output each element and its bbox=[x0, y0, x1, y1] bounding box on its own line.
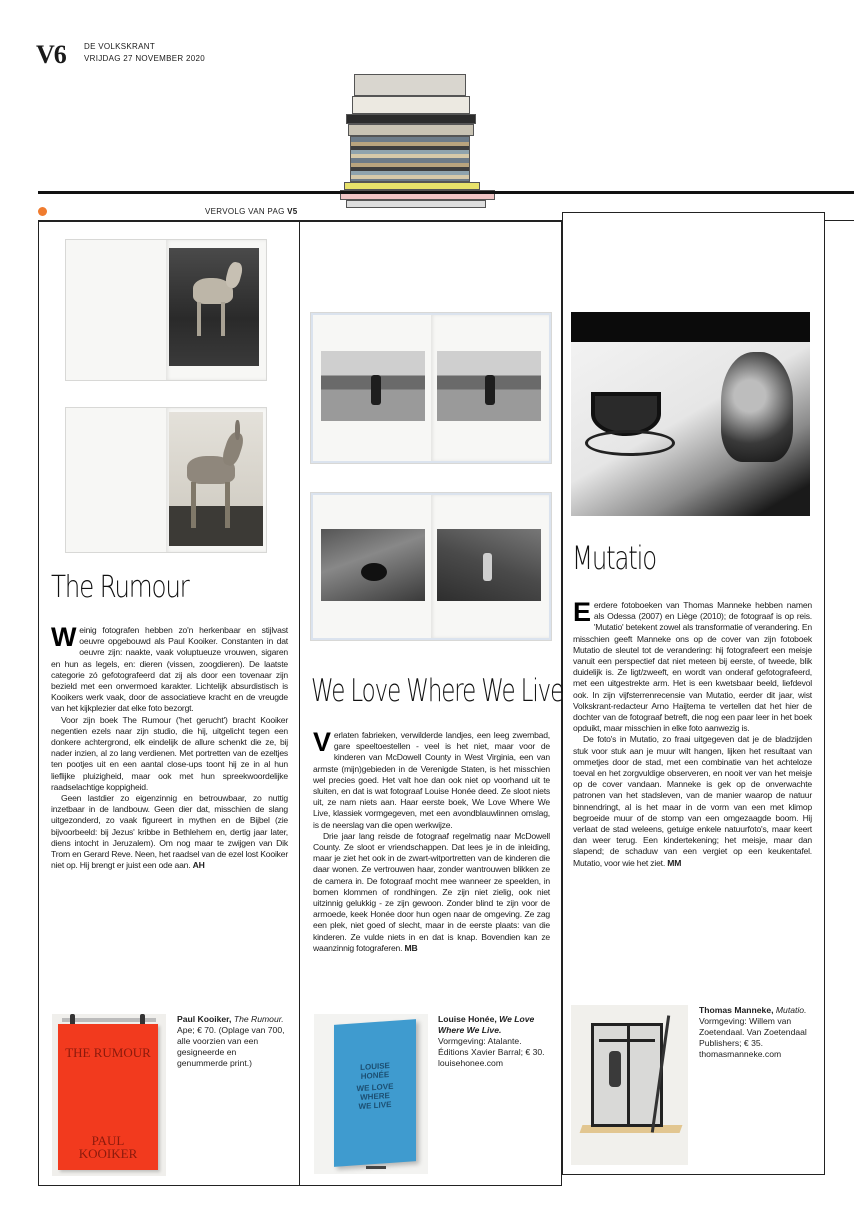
we-love-where-we-live-cover-photo bbox=[314, 1014, 428, 1174]
dropcap: W bbox=[51, 622, 77, 652]
book-spread-photo bbox=[311, 313, 551, 463]
book-info-the-rumour: Paul Kooiker, The Rumour. Ape; € 70. (Oplage van 700, alle voorzien van een gesigneerde en genummerde print.) bbox=[177, 1014, 285, 1068]
author-initials: MB bbox=[404, 942, 418, 953]
article-the-rumour: Weinig fotografen hebben zo'n herkenbaar en stijlvast oeuvre opgebouwd als Paul Kooiker. Constanten in dat oeuvre zijn: naakte, vaak voluptueuze vrouwen, sigaren en hun as legels, en: dieren (vissen, zoogdieren). De laatste categorie zó gefotografeerd dat zij als door een tovenaar zijn bezield met een onvermoed karakter. Lichtelijk absurdistisch is Kooikers werk vaak, door de associatieve kracht en de vreugde van het kijkplezier dat elke foto bezorgt. Voor zijn boek The Rumour ('het gerucht') bracht Kooiker negentien ezels naar zijn studio, die hij, uitgelicht tegen een donkere achtergrond, elk eindelijk de allure schenkt die ze, bij nader inzien, al zo lang verdienen. Met portretten van de ezeltjes ten pootjes uit en een aantal close-ups toont hij ze in al hun lieflijke pluizigheid, maar ook met hun spreekwoordelijke raadselachtige koppigheid. Geen lastdier zo eigenzinnig en betrouwbaar, zo nuttig inzetbaar in de landbouw. Geen dier dat, misschien de slang uitgezonderd, zo vaak figureert in mythen en de Bijbel (zie bijvoorbeeld: bij Jezus' kribbe in Bethlehem en, dertig jaar later, diens intocht in Jeruzalem). Om nog maar te zwijgen van Dik Trom en Gerard Reve. Neen, het raadsel van de ezel lost Kooiker niet op. Hij brengt er juist een ode aan. AH bbox=[51, 622, 288, 871]
book-info-we-love-where-we-live: Louise Honée, We Love Where We Live. Vormgeving: Atalante. Éditions Xavier Barral; € 30. louisehonee.com bbox=[438, 1014, 545, 1068]
paper-name: DE VOLKSKRANT bbox=[84, 42, 156, 51]
book-spread-photo bbox=[66, 240, 266, 380]
cover-author: PAUL KOOIKER bbox=[78, 1133, 138, 1161]
book-stack-photo bbox=[340, 74, 505, 210]
book-spread-photo bbox=[311, 493, 551, 640]
article-mutatio: Eerdere fotoboeken van Thomas Manneke hebben namen als Odessa (2007) en Liège (2010); de fotograaf is op reis. 'Mutatio' betekent zowel als transformatie of verandering. En misschien geeft Manneke ons op de cover van zijn fotoboek Mutatio de sleutel tot de verandering: hij fotografeert een meisje vanuit een perspectief dat niet meteen bij eerste, of tweede, blik duidelijk is. Ze ligt/zweeft, en wordt van onderaf gefotografeerd, met een uitgestrekte arm. Het is een kwetsbaar beeld, liefdevol ook. In zijn vijfsterrenrecensie van Mutatio, eerder dit jaar, wist Volkskrant-redacteur Arno Haijtema te vertellen dat het hier de dochter van de fotograaf betreft, die nog een paar leer in het boek opduikt, maar misschien in elke foto aanwezig is. De foto's in Mutatio, zo fraai uitgegeven dat je de bladzijden stuk voor stuk aan je muur wilt hangen, lijken het resultaat van ommetjes door de stad, met een combinatie van het achteloze toeval en het zorgvuldige observeren, en nooit ver van het meisje op de cover vandaan. Manneke is gek op de onverwachte patronen van het stadsleven, van de manier waarop de natuur binnendringt, al is het maar in de vorm van een met klimop begroeide muur of de stomp van een omgezaagde boom. Hij verlaat de stad weleens, getuige enkele natuurfoto's, maar keert dan weer terug. Een kindertekening; het meisje, maar dan slapend; de schaduw van een vergiet op een keukentafel. Mutatio, voor wie het ziet. MM bbox=[573, 597, 812, 868]
book-info-mutatio: Thomas Manneke, Mutatio. Vormgeving: Willem van Zoetendaal. Van Zoetendaal Publishers; € 35. thomasmanneke.com bbox=[699, 1005, 807, 1059]
author-initials: MM bbox=[667, 857, 682, 868]
headline-the-rumour: The Rumour bbox=[51, 570, 189, 605]
article-we-love-where-we-live: Verlaten fabrieken, verwilderde landjes, een leeg zwembad, gare speeltoestellen - veel is het niet, maar voor de kinderen van McDowell County in West Virginia, een van armste (mijn)gebieden in de Verenigde Staten, is het misschien wel precies goed. Het valt hoe dan ook niet op voorhand uit te sluiten, en dat is wat fotograaf Louise Honée deed. Ze sloot niets uit, ze nam niets aan. Haar eerste boek, We Love Where We Live, klassiek vormgegeven, met een avondblauwlinnen omslag, is de neerslag van die open werkwijze. Drie jaar lang reisde de fotograaf regelmatig naar McDowell County. Ze sloot er vriendschappen. Dat lees je in de inleiding, maar je ziet het ook in de zwart-witportretten van de kinderen die daar wonen. Ze vertrouwen haar, zonder wantrouwen blikken ze de camera in. De fotograaf mocht mee wanneer ze speelden, in bomen klommen of rondhingen. Ze zijn niet zielig, ook niet uitzinnig gelukkig - ze zijn gewoon. Zonder blind te zijn voor de armoede, keek Honée door hun ogen naar de omgeving. Ze zag een plek, niet goed of slecht, maar in de eerste plaats: van die kinderen. Ze vulde niets in en dat is knap. Bovendien kan ze waanzinnig fotograferen. MB bbox=[313, 727, 550, 953]
headline-mutatio: Mutatio bbox=[572, 539, 657, 577]
headline-we-love-where-we-live: We Love Where We Live bbox=[311, 673, 564, 709]
mutatio-book-photo bbox=[571, 1005, 688, 1165]
cover-text: LOUISE HONÉE WE LOVE WHERE WE LIVE bbox=[356, 1060, 394, 1112]
dropcap: V bbox=[313, 727, 331, 757]
issue-date: VRIJDAG 27 NOVEMBER 2020 bbox=[84, 54, 206, 63]
cover-title: THE RUMOUR bbox=[65, 1045, 151, 1060]
page-number: V6 bbox=[36, 40, 66, 69]
dropcap: E bbox=[573, 597, 591, 627]
section-dot bbox=[38, 207, 47, 216]
book-spread-photo bbox=[66, 408, 266, 552]
masthead bbox=[84, 41, 205, 65]
the-rumour-cover-photo bbox=[52, 1014, 166, 1176]
continued-from: VERVOLG VAN PAG V5 bbox=[205, 207, 298, 216]
author-initials: AH bbox=[192, 860, 205, 871]
header-rule bbox=[38, 191, 854, 194]
mutatio-cover-photo bbox=[571, 312, 810, 516]
